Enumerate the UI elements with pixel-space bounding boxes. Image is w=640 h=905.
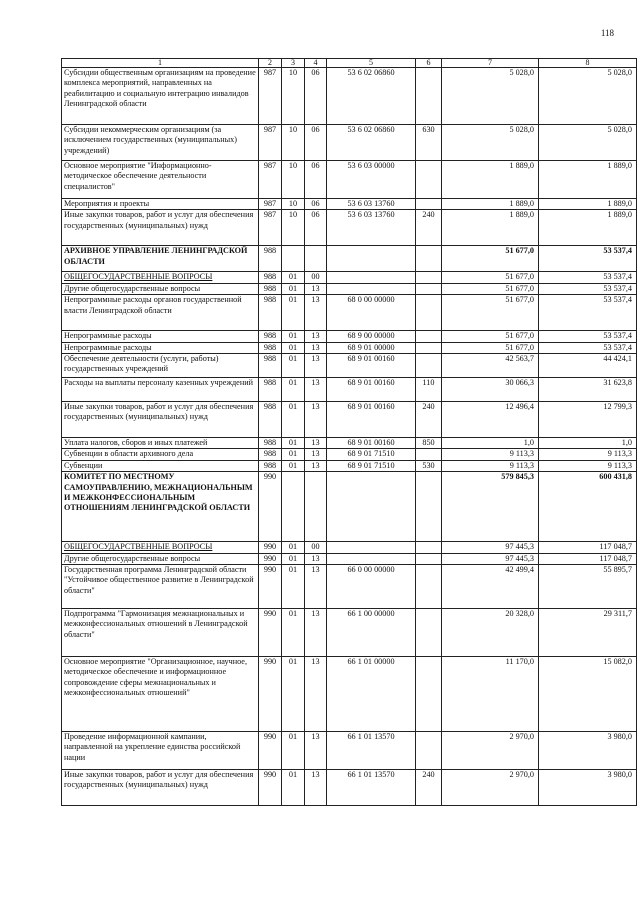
amount-2018-cell: 1 889,0	[442, 161, 539, 199]
expense-type-cell	[416, 246, 442, 272]
row-name-cell: Основное мероприятие "Организационное, научное, методическое обеспечение и информационное сопровождение сферы межнациональных и межконфессиональных отношений"	[62, 657, 259, 732]
ministry-code-cell: 988	[259, 354, 282, 378]
amount-2019-cell: 3 980,0	[539, 732, 637, 770]
amount-2019-cell: 9 113,3	[539, 460, 637, 471]
expense-type-cell: 240	[416, 210, 442, 246]
ministry-code-cell: 987	[259, 68, 282, 125]
subsection-code-cell: 13	[305, 354, 327, 378]
row-name-cell: АРХИВНОЕ УПРАВЛЕНИЕ ЛЕНИНГРАДСКОЙ ОБЛАСТИ	[62, 246, 259, 272]
target-article-cell: 68 9 00 00000	[327, 331, 416, 342]
expense-type-cell	[416, 199, 442, 210]
ministry-code-cell: 988	[259, 295, 282, 331]
section-code-cell: 01	[282, 272, 305, 283]
section-code-cell	[282, 472, 305, 542]
subsection-code-cell: 13	[305, 402, 327, 438]
ministry-code-cell: 990	[259, 553, 282, 564]
table-row	[62, 210, 637, 246]
section-code-cell: 10	[282, 161, 305, 199]
target-article-cell: 53 6 03 13760	[327, 210, 416, 246]
amount-2018-cell: 97 445,3	[442, 542, 539, 553]
header-cell: 5	[327, 59, 416, 68]
row-name-cell: Непрограммные расходы	[62, 331, 259, 342]
amount-2018-cell: 1 889,0	[442, 210, 539, 246]
target-article-cell: 68 9 01 00160	[327, 402, 416, 438]
subsection-code-cell: 13	[305, 295, 327, 331]
header-cell: 1	[62, 59, 259, 68]
row-name-cell: Проведение информационной кампании, направленной на укрепление единства российской нации	[62, 732, 259, 770]
amount-2018-cell: 2 970,0	[442, 770, 539, 806]
expense-type-cell	[416, 657, 442, 732]
amount-2018-cell: 1 889,0	[442, 199, 539, 210]
section-code-cell: 10	[282, 68, 305, 125]
subsection-code-cell	[305, 472, 327, 542]
ministry-code-cell: 990	[259, 565, 282, 609]
target-article-cell: 66 1 01 13570	[327, 732, 416, 770]
amount-2018-cell: 51 677,0	[442, 342, 539, 353]
expense-type-cell	[416, 283, 442, 294]
section-code-cell	[282, 246, 305, 272]
expense-type-cell	[416, 542, 442, 553]
target-article-cell: 68 9 01 71510	[327, 449, 416, 460]
amount-2019-cell: 1 889,0	[539, 210, 637, 246]
amount-2019-cell: 1 889,0	[539, 161, 637, 199]
section-code-cell: 01	[282, 565, 305, 609]
amount-2018-cell: 12 496,4	[442, 402, 539, 438]
header-cell: 8	[539, 59, 637, 68]
expense-type-cell	[416, 331, 442, 342]
row-name-cell: Подпрограмма "Гармонизация межнациональных и межконфессиональных отношений в Ленинградской области"	[62, 609, 259, 657]
amount-2018-cell: 42 563,7	[442, 354, 539, 378]
section-code-cell: 01	[282, 542, 305, 553]
target-article-cell: 68 9 01 71510	[327, 460, 416, 471]
table-row	[62, 770, 637, 806]
ministry-code-cell: 988	[259, 460, 282, 471]
expense-type-cell	[416, 68, 442, 125]
amount-2018-cell: 1,0	[442, 438, 539, 449]
ministry-code-cell: 988	[259, 342, 282, 353]
expense-type-cell	[416, 609, 442, 657]
table-row	[62, 354, 637, 378]
subsection-code-cell: 13	[305, 378, 327, 402]
target-article-cell: 53 6 02 06860	[327, 68, 416, 125]
subsection-code-cell: 13	[305, 732, 327, 770]
table-row	[62, 472, 637, 542]
expense-type-cell: 530	[416, 460, 442, 471]
subsection-code-cell: 13	[305, 283, 327, 294]
amount-2018-cell: 5 028,0	[442, 125, 539, 161]
table-row	[62, 199, 637, 210]
header-cell: 6	[416, 59, 442, 68]
row-name-cell: Иные закупки товаров, работ и услуг для обеспечения государственных (муниципальных) нужд	[62, 210, 259, 246]
ministry-code-cell: 988	[259, 378, 282, 402]
section-code-cell: 01	[282, 770, 305, 806]
header-cell: 7	[442, 59, 539, 68]
expense-type-cell	[416, 565, 442, 609]
row-name-cell: Непрограммные расходы органов государственной власти Ленинградской области	[62, 295, 259, 331]
table-row	[62, 246, 637, 272]
table-row	[62, 295, 637, 331]
table-row	[62, 125, 637, 161]
row-name-cell: Субсидии общественным организациям на проведение комплекса мероприятий, направленных на реабилитацию и социальную интеграцию инвалидов Ленинградской области	[62, 68, 259, 125]
amount-2018-cell: 30 066,3	[442, 378, 539, 402]
table-row	[62, 542, 637, 553]
header-cell: 3	[282, 59, 305, 68]
table-row	[62, 161, 637, 199]
ministry-code-cell: 987	[259, 161, 282, 199]
target-article-cell	[327, 553, 416, 564]
expense-type-cell	[416, 732, 442, 770]
table-row	[62, 283, 637, 294]
amount-2019-cell: 3 980,0	[539, 770, 637, 806]
section-code-cell: 01	[282, 402, 305, 438]
amount-2019-cell: 29 311,7	[539, 609, 637, 657]
amount-2019-cell: 53 537,4	[539, 272, 637, 283]
amount-2019-cell: 31 623,8	[539, 378, 637, 402]
section-code-cell: 01	[282, 283, 305, 294]
expense-type-cell	[416, 161, 442, 199]
table-row	[62, 732, 637, 770]
target-article-cell: 68 9 01 00000	[327, 342, 416, 353]
ministry-code-cell: 988	[259, 283, 282, 294]
amount-2019-cell: 53 537,4	[539, 246, 637, 272]
subsection-code-cell: 06	[305, 125, 327, 161]
target-article-cell	[327, 472, 416, 542]
section-code-cell: 01	[282, 378, 305, 402]
table-row	[62, 378, 637, 402]
amount-2019-cell: 5 028,0	[539, 125, 637, 161]
amount-2019-cell: 1,0	[539, 438, 637, 449]
ministry-code-cell: 990	[259, 609, 282, 657]
section-code-cell: 01	[282, 657, 305, 732]
target-article-cell	[327, 283, 416, 294]
amount-2018-cell: 9 113,3	[442, 460, 539, 471]
subsection-code-cell: 00	[305, 542, 327, 553]
section-code-cell: 01	[282, 342, 305, 353]
expense-type-cell: 850	[416, 438, 442, 449]
subsection-code-cell: 06	[305, 161, 327, 199]
target-article-cell: 53 6 03 00000	[327, 161, 416, 199]
subsection-code-cell: 06	[305, 68, 327, 125]
row-name-cell: Иные закупки товаров, работ и услуг для обеспечения государственных (муниципальных) нужд	[62, 770, 259, 806]
table-row	[62, 68, 637, 125]
section-code-cell: 01	[282, 449, 305, 460]
subsection-code-cell: 06	[305, 199, 327, 210]
amount-2019-cell: 44 424,1	[539, 354, 637, 378]
amount-2018-cell: 51 677,0	[442, 246, 539, 272]
expense-type-cell	[416, 553, 442, 564]
ministry-code-cell: 990	[259, 732, 282, 770]
amount-2018-cell: 20 328,0	[442, 609, 539, 657]
row-name-cell: Государственная программа Ленинградской области "Устойчивое общественное развитие в Ленинградской области"	[62, 565, 259, 609]
row-name-cell: Субвенции в области архивного дела	[62, 449, 259, 460]
expense-type-cell: 240	[416, 770, 442, 806]
target-article-cell: 53 6 02 06860	[327, 125, 416, 161]
subsection-code-cell: 13	[305, 553, 327, 564]
page-number: 118	[600, 28, 614, 38]
row-name-cell: Уплата налогов, сборов и иных платежей	[62, 438, 259, 449]
expense-type-cell	[416, 472, 442, 542]
section-code-cell: 01	[282, 438, 305, 449]
amount-2019-cell: 117 048,7	[539, 553, 637, 564]
ministry-code-cell: 988	[259, 402, 282, 438]
expense-type-cell: 110	[416, 378, 442, 402]
target-article-cell: 66 1 00 00000	[327, 609, 416, 657]
target-article-cell: 68 9 01 00160	[327, 438, 416, 449]
target-article-cell: 66 0 00 00000	[327, 565, 416, 609]
amount-2018-cell: 9 113,3	[442, 449, 539, 460]
row-name-cell: Расходы на выплаты персоналу казенных учреждений	[62, 378, 259, 402]
target-article-cell: 66 1 01 00000	[327, 657, 416, 732]
table-row	[62, 438, 637, 449]
table-row	[62, 565, 637, 609]
amount-2018-cell: 579 845,3	[442, 472, 539, 542]
amount-2019-cell: 12 799,3	[539, 402, 637, 438]
target-article-cell: 68 0 00 00000	[327, 295, 416, 331]
amount-2019-cell: 15 082,0	[539, 657, 637, 732]
amount-2018-cell: 5 028,0	[442, 68, 539, 125]
row-name-cell: Субвенции	[62, 460, 259, 471]
amount-2019-cell: 600 431,8	[539, 472, 637, 542]
amount-2018-cell: 11 170,0	[442, 657, 539, 732]
ministry-code-cell: 988	[259, 246, 282, 272]
section-code-cell: 10	[282, 125, 305, 161]
section-code-cell: 10	[282, 199, 305, 210]
amount-2018-cell: 97 445,3	[442, 553, 539, 564]
section-code-cell: 01	[282, 354, 305, 378]
row-name-cell: Другие общегосударственные вопросы	[62, 283, 259, 294]
row-name-cell: Субсидии некоммерческим организациям (за исключением государственных (муниципальных) учреждений)	[62, 125, 259, 161]
subsection-code-cell: 13	[305, 449, 327, 460]
amount-2019-cell: 53 537,4	[539, 331, 637, 342]
target-article-cell: 53 6 03 13760	[327, 199, 416, 210]
row-name-cell: ОБЩЕГОСУДАРСТВЕННЫЕ ВОПРОСЫ	[62, 272, 259, 283]
amount-2019-cell: 5 028,0	[539, 68, 637, 125]
table-row	[62, 272, 637, 283]
table-row	[62, 609, 637, 657]
target-article-cell	[327, 272, 416, 283]
ministry-code-cell: 988	[259, 449, 282, 460]
section-code-cell: 01	[282, 553, 305, 564]
amount-2018-cell: 51 677,0	[442, 331, 539, 342]
amount-2019-cell: 1 889,0	[539, 199, 637, 210]
table-row	[62, 460, 637, 471]
ministry-code-cell: 990	[259, 472, 282, 542]
table-row	[62, 449, 637, 460]
subsection-code-cell: 13	[305, 770, 327, 806]
ministry-code-cell: 987	[259, 199, 282, 210]
amount-2019-cell: 53 537,4	[539, 342, 637, 353]
subsection-code-cell: 13	[305, 331, 327, 342]
header-cell: 4	[305, 59, 327, 68]
amount-2018-cell: 42 499,4	[442, 565, 539, 609]
target-article-cell: 68 9 01 00160	[327, 378, 416, 402]
section-code-cell: 10	[282, 210, 305, 246]
ministry-code-cell: 988	[259, 272, 282, 283]
ministry-code-cell: 990	[259, 657, 282, 732]
subsection-code-cell: 13	[305, 657, 327, 732]
subsection-code-cell: 13	[305, 342, 327, 353]
expense-type-cell	[416, 449, 442, 460]
expense-type-cell	[416, 295, 442, 331]
target-article-cell: 68 9 01 00160	[327, 354, 416, 378]
table-row	[62, 331, 637, 342]
section-code-cell: 01	[282, 295, 305, 331]
expense-type-cell: 240	[416, 402, 442, 438]
target-article-cell	[327, 542, 416, 553]
row-name-cell: ОБЩЕГОСУДАРСТВЕННЫЕ ВОПРОСЫ	[62, 542, 259, 553]
target-article-cell: 66 1 01 13570	[327, 770, 416, 806]
expense-type-cell: 630	[416, 125, 442, 161]
row-name-cell: Мероприятия и проекты	[62, 199, 259, 210]
subsection-code-cell: 00	[305, 272, 327, 283]
amount-2019-cell: 117 048,7	[539, 542, 637, 553]
subsection-code-cell: 13	[305, 565, 327, 609]
ministry-code-cell: 987	[259, 125, 282, 161]
budget-table	[61, 58, 637, 806]
amount-2019-cell: 55 895,7	[539, 565, 637, 609]
section-code-cell: 01	[282, 609, 305, 657]
ministry-code-cell: 988	[259, 331, 282, 342]
ministry-code-cell: 988	[259, 438, 282, 449]
amount-2018-cell: 51 677,0	[442, 283, 539, 294]
expense-type-cell	[416, 272, 442, 283]
subsection-code-cell: 13	[305, 460, 327, 471]
ministry-code-cell: 987	[259, 210, 282, 246]
header-row	[62, 59, 637, 68]
expense-type-cell	[416, 342, 442, 353]
section-code-cell: 01	[282, 331, 305, 342]
row-name-cell: КОМИТЕТ ПО МЕСТНОМУ САМОУПРАВЛЕНИЮ, МЕЖНАЦИОНАЛЬНЫМ И МЕЖКОНФЕССИОНАЛЬНЫМ ОТНОШЕНИЯМ ЛЕНИНГРАДСКОЙ ОБЛАСТИ	[62, 472, 259, 542]
subsection-code-cell: 13	[305, 609, 327, 657]
target-article-cell	[327, 246, 416, 272]
table-row	[62, 657, 637, 732]
amount-2018-cell: 51 677,0	[442, 272, 539, 283]
ministry-code-cell: 990	[259, 542, 282, 553]
row-name-cell: Иные закупки товаров, работ и услуг для обеспечения государственных (муниципальных) нужд	[62, 402, 259, 438]
header-cell: 2	[259, 59, 282, 68]
row-name-cell: Другие общегосударственные вопросы	[62, 553, 259, 564]
section-code-cell: 01	[282, 732, 305, 770]
table-row	[62, 402, 637, 438]
ministry-code-cell: 990	[259, 770, 282, 806]
row-name-cell: Непрограммные расходы	[62, 342, 259, 353]
amount-2019-cell: 53 537,4	[539, 283, 637, 294]
row-name-cell: Обеспечение деятельности (услуги, работы) государственных учреждений	[62, 354, 259, 378]
table-row	[62, 553, 637, 564]
row-name-cell: Основное мероприятие "Информационно-методическое обеспечение деятельности специалистов"	[62, 161, 259, 199]
amount-2019-cell: 9 113,3	[539, 449, 637, 460]
amount-2018-cell: 2 970,0	[442, 732, 539, 770]
subsection-code-cell: 06	[305, 210, 327, 246]
amount-2019-cell: 53 537,4	[539, 295, 637, 331]
section-code-cell: 01	[282, 460, 305, 471]
table-row	[62, 342, 637, 353]
subsection-code-cell	[305, 246, 327, 272]
expense-type-cell	[416, 354, 442, 378]
subsection-code-cell: 13	[305, 438, 327, 449]
amount-2018-cell: 51 677,0	[442, 295, 539, 331]
